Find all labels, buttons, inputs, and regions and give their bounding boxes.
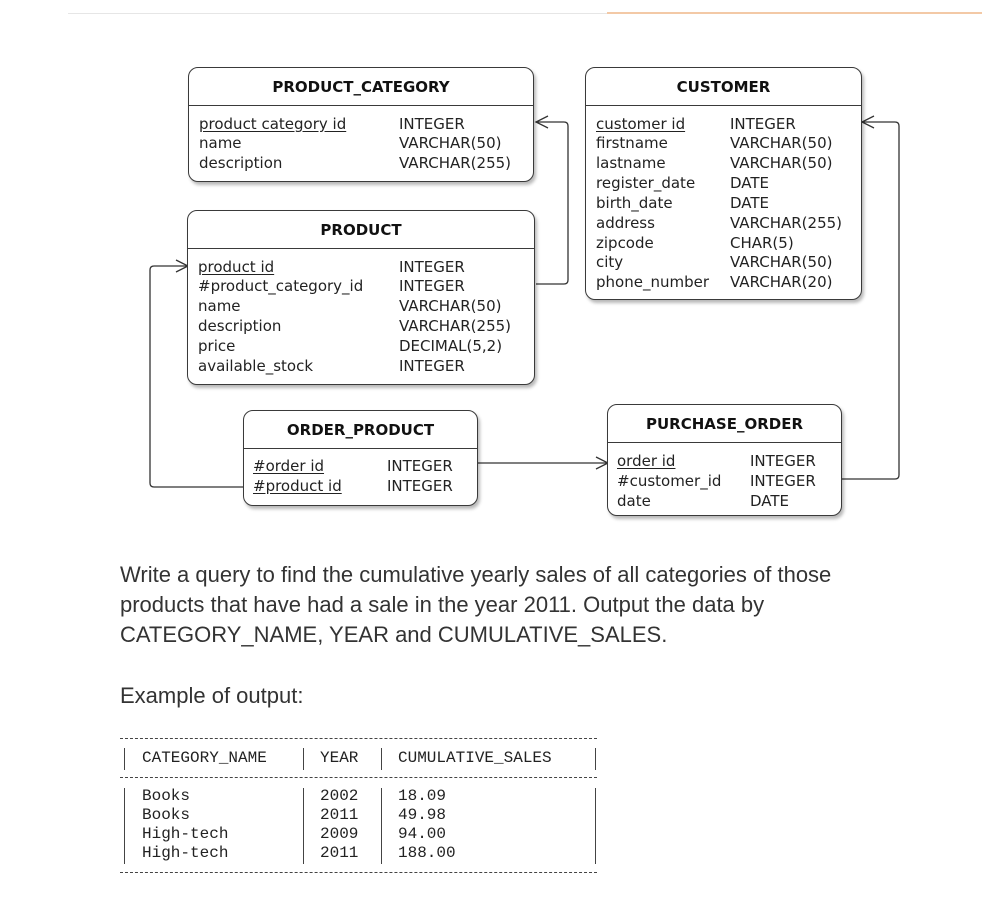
attribute-name: #product_category_id	[198, 277, 364, 295]
table-vertical-bar	[303, 788, 304, 864]
entity-title: PRODUCT_CATEGORY	[189, 68, 533, 106]
table-vertical-bar	[381, 788, 382, 864]
attribute-name: description	[199, 154, 283, 172]
attribute-name: name	[198, 297, 241, 315]
attribute-name: customer id	[596, 115, 686, 133]
entity-purchase-order	[607, 404, 842, 516]
attribute-type: INTEGER	[399, 258, 465, 276]
table-border-bottom	[120, 872, 597, 873]
attribute-type: DECIMAL(5,2)	[399, 337, 503, 355]
table-vertical-bar	[595, 748, 596, 770]
attribute-type: VARCHAR(255)	[399, 317, 512, 335]
table-cell: Books	[142, 806, 191, 824]
table-cell: High-tech	[142, 825, 229, 843]
attribute-name: product id	[198, 258, 275, 276]
attribute-type: CHAR(5)	[730, 234, 794, 252]
attribute-name: zipcode	[596, 234, 654, 252]
entity-order-product	[243, 410, 478, 506]
attribute-name: lastname	[596, 154, 666, 172]
table-vertical-bar	[124, 788, 125, 864]
entity-product-category	[188, 67, 534, 182]
table-cell: 2002	[320, 787, 359, 805]
attribute-type: VARCHAR(50)	[399, 297, 502, 315]
table-cell: High-tech	[142, 844, 229, 862]
table-border-top	[120, 738, 597, 739]
attribute-type: VARCHAR(50)	[399, 134, 502, 152]
attribute-name: order id	[617, 452, 676, 470]
table-cell: 94.00	[398, 825, 447, 843]
entity-title: PURCHASE_ORDER	[608, 405, 841, 443]
entity-product	[187, 210, 535, 385]
attribute-type: VARCHAR(255)	[730, 214, 843, 232]
attribute-type: INTEGER	[399, 115, 465, 133]
entity-title: CUSTOMER	[586, 68, 861, 106]
attribute-type: VARCHAR(20)	[730, 273, 833, 291]
table-cell: 188.00	[398, 844, 456, 862]
table-cell: 2009	[320, 825, 359, 843]
attribute-name: product category id	[199, 115, 347, 133]
attribute-name: address	[596, 214, 655, 232]
attribute-name: #order id	[253, 457, 325, 475]
attribute-type: INTEGER	[399, 357, 465, 375]
attribute-name: available_stock	[198, 357, 314, 375]
table-vertical-bar	[124, 748, 125, 770]
attribute-name: #customer_id	[617, 472, 722, 490]
attribute-type: VARCHAR(50)	[730, 134, 833, 152]
example-label: Example of output:	[120, 683, 304, 708]
attribute-type: DATE	[730, 174, 770, 192]
table-cell: 18.09	[398, 787, 447, 805]
sample-output-table	[120, 733, 600, 878]
table-header-cell: CATEGORY_NAME	[142, 749, 267, 767]
attribute-type: VARCHAR(50)	[730, 253, 833, 271]
attribute-name: description	[198, 317, 282, 335]
attribute-type: INTEGER	[399, 277, 465, 295]
attribute-name: #product id	[253, 477, 342, 495]
attribute-name: firstname	[596, 134, 668, 152]
attribute-name: date	[617, 492, 651, 510]
table-vertical-bar	[381, 748, 382, 770]
question-text: Write a query to find the cumulative yearly sales of all categories of those products that have had a sale in the year 2011. Output the data by CATEGORY_NAME, YEAR and CUMULATIVE_SALES.	[120, 562, 832, 647]
attribute-type: VARCHAR(255)	[399, 154, 512, 172]
table-header-cell: CUMULATIVE_SALES	[398, 749, 552, 767]
attribute-type: INTEGER	[750, 472, 816, 490]
attribute-name: birth_date	[596, 194, 673, 212]
attribute-type: INTEGER	[387, 477, 453, 495]
attribute-name: city	[596, 253, 624, 271]
entity-title: ORDER_PRODUCT	[244, 411, 477, 449]
table-vertical-bar	[595, 788, 596, 864]
attribute-type: DATE	[730, 194, 770, 212]
attribute-type: INTEGER	[730, 115, 796, 133]
attribute-name: phone_number	[596, 273, 709, 291]
attribute-name: price	[198, 337, 236, 355]
entity-title: PRODUCT	[188, 211, 534, 249]
table-cell: 2011	[320, 844, 359, 862]
attribute-name: name	[199, 134, 242, 152]
table-cell: 2011	[320, 806, 359, 824]
attribute-type: DATE	[750, 492, 790, 510]
attribute-type: VARCHAR(50)	[730, 154, 833, 172]
table-cell: Books	[142, 787, 191, 805]
attribute-type: INTEGER	[387, 457, 453, 475]
table-header-cell: YEAR	[320, 749, 359, 767]
table-vertical-bar	[303, 748, 304, 770]
table-header-separator	[120, 777, 597, 778]
table-cell: 49.98	[398, 806, 447, 824]
entity-customer	[585, 67, 862, 300]
link-product-to-category	[536, 122, 568, 284]
attribute-type: INTEGER	[750, 452, 816, 470]
attribute-name: register_date	[596, 174, 696, 192]
